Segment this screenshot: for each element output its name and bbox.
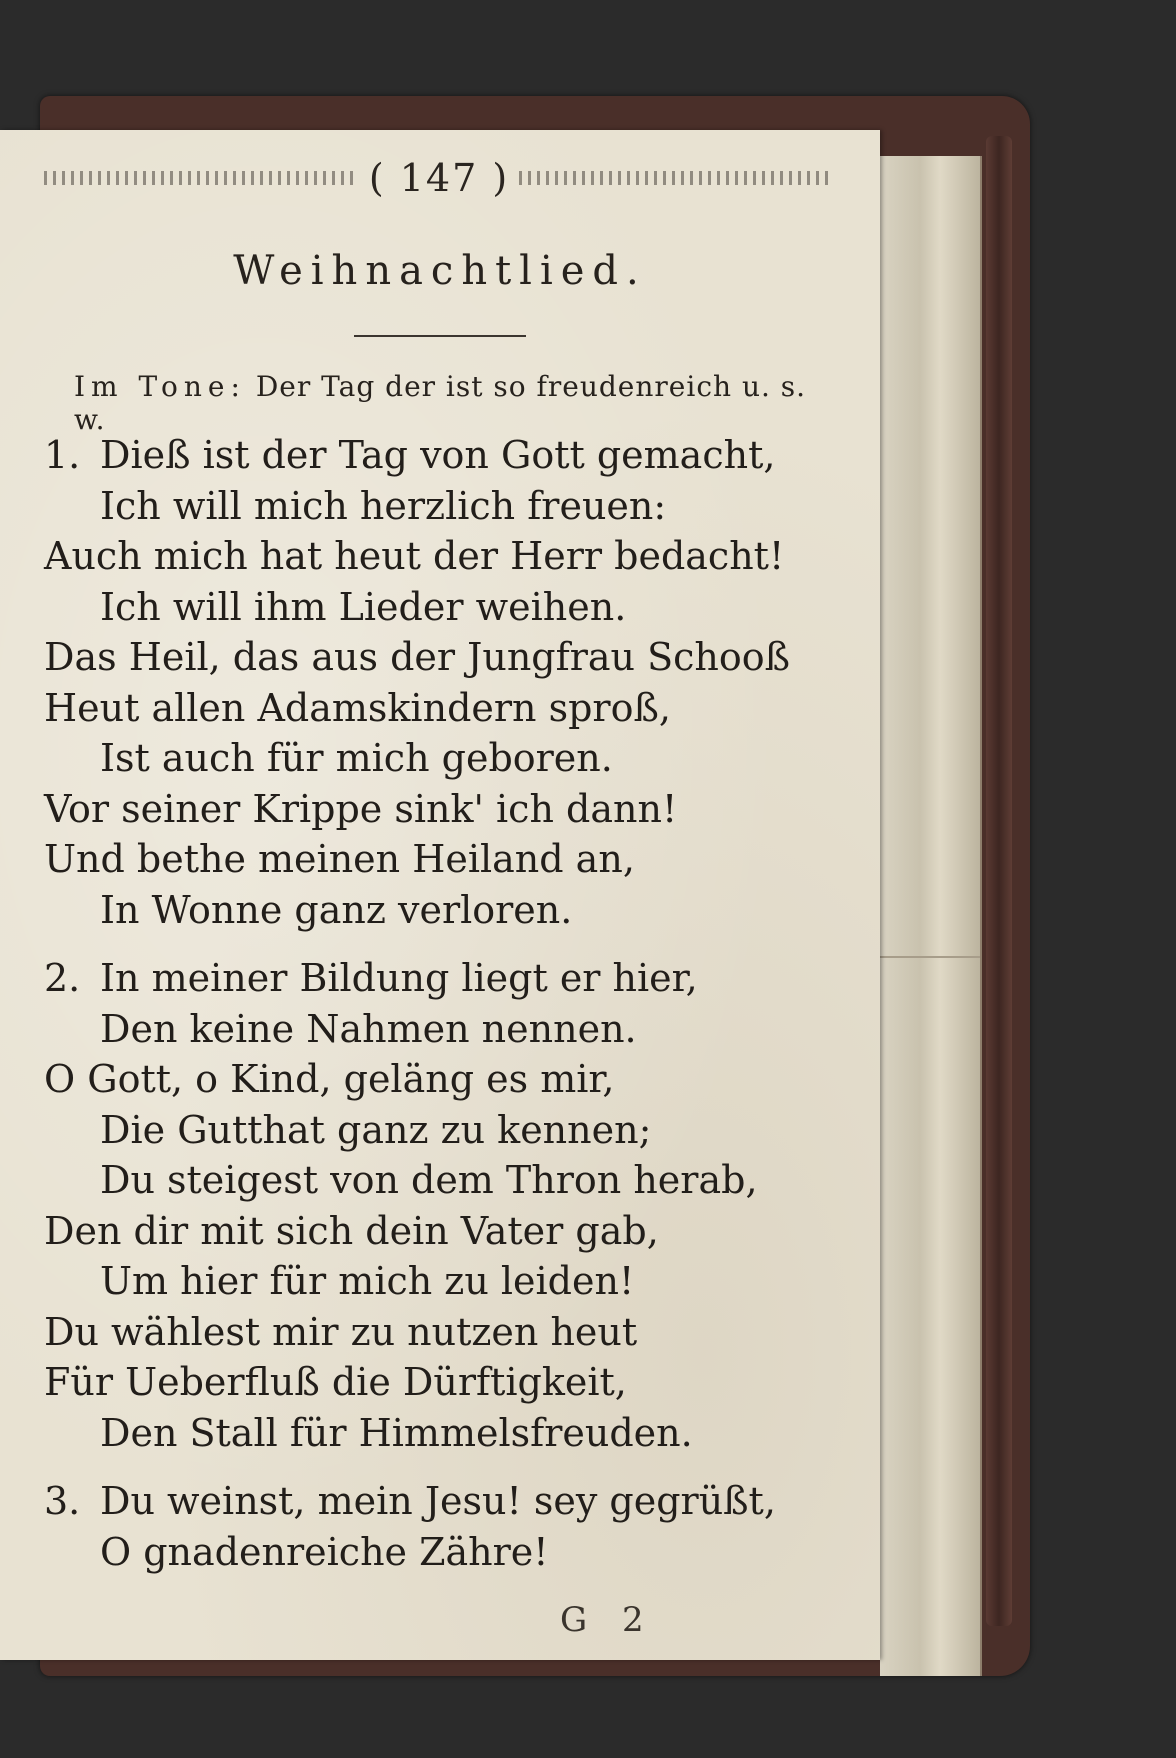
- verse-line: O Gott, o Kind, geläng es mir,: [44, 1057, 615, 1101]
- verse-number: 2.: [44, 956, 81, 1000]
- verse-line: O gnadenreiche Zähre!: [100, 1529, 549, 1574]
- tune-text: Der Tag der ist so freudenreich u. s. w.: [74, 370, 807, 436]
- book-page: [0, 130, 880, 1660]
- verse-line: Du wählest mir zu nutzen heut: [44, 1309, 638, 1354]
- poem-title: Weihnachtlied.: [233, 248, 647, 294]
- verse-line: Und bethe meinen Heiland an,: [44, 837, 635, 881]
- verse-number: 3.: [44, 1479, 81, 1523]
- verse-1: [44, 430, 844, 935]
- page-header: [44, 156, 834, 200]
- verse-line: Auch mich hat heut der Herr bedacht!: [44, 534, 785, 578]
- verses: [44, 430, 844, 1595]
- header-ornament-right: [519, 171, 834, 185]
- verse-line: [44, 430, 844, 481]
- verse-3: [44, 1476, 844, 1577]
- verse-line: Den dir mit sich dein Vater gab,: [44, 1208, 659, 1253]
- page-number: ( 147 ): [368, 156, 510, 200]
- verse-line: Den Stall für Himmelsfreuden.: [100, 1410, 693, 1455]
- verse-line: Das Heil, das aus der Jungfrau Schooß: [44, 635, 790, 679]
- verse-2: [44, 953, 844, 1458]
- cover-spine-edge: [986, 136, 1012, 1626]
- page-stack-edge: [880, 156, 982, 1676]
- verse-line-text: Du weinst, mein Jesu! sey gegrüßt,: [100, 1479, 776, 1523]
- verse-line: Für Ueberfluß die Dürftigkeit,: [44, 1360, 627, 1404]
- verse-line: Ist auch für mich geboren.: [100, 736, 613, 780]
- verse-line: Du steigest von dem Thron herab,: [100, 1158, 758, 1202]
- title-rule: [354, 335, 526, 337]
- page-stack-divider: [880, 956, 980, 958]
- verse-line: Den keine Nahmen nennen.: [100, 1006, 637, 1051]
- verse-line: Vor seiner Krippe sink' ich dann!: [44, 786, 678, 831]
- verse-line: Die Gutthat ganz zu kennen;: [100, 1107, 652, 1152]
- tune-indication: [74, 370, 834, 436]
- header-ornament-left: [44, 171, 359, 185]
- verse-line: [44, 1476, 844, 1527]
- verse-line: Ich will ihm Lieder weihen.: [100, 584, 627, 629]
- verse-line-text: Dieß ist der Tag von Gott gemacht,: [100, 433, 776, 477]
- tune-label: Im Tone:: [74, 370, 246, 403]
- verse-number: 1.: [44, 433, 81, 477]
- verse-line-text: In meiner Bildung liegt er hier,: [100, 956, 698, 1000]
- verse-line: Ich will mich herzlich freuen:: [100, 483, 667, 528]
- verse-line: Um hier für mich zu leiden!: [100, 1259, 635, 1303]
- verse-line: [44, 953, 844, 1004]
- verse-line: In Wonne ganz verloren.: [100, 887, 573, 932]
- verse-line: Heut allen Adamskindern sproß,: [44, 685, 671, 730]
- signature-mark: G 2: [560, 1600, 656, 1640]
